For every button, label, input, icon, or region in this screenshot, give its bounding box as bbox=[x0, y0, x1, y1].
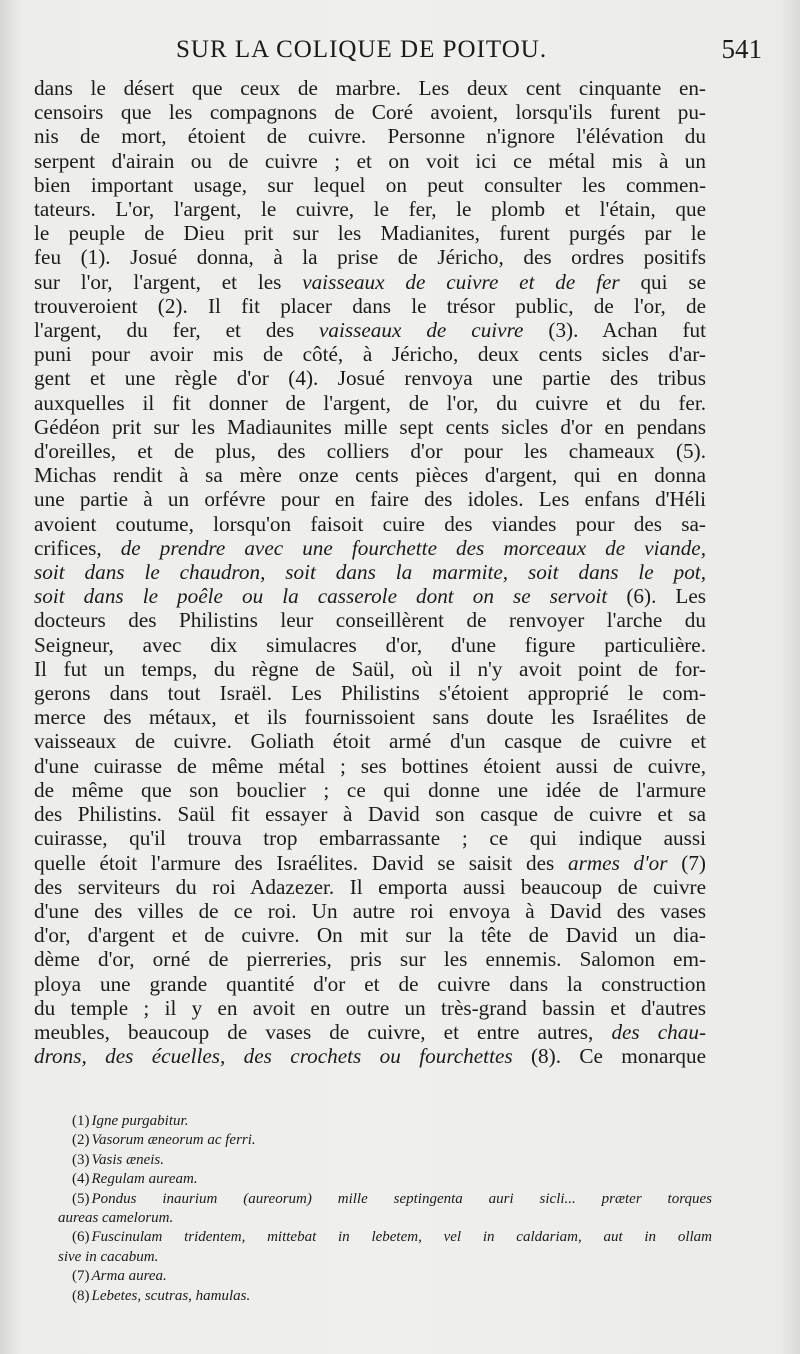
footnote bbox=[72, 1228, 712, 1247]
text-run: (7) bbox=[667, 850, 706, 875]
text-line bbox=[34, 608, 706, 632]
text-line bbox=[34, 463, 706, 487]
italic-text: vaisseaux de cuivre et de fer bbox=[302, 269, 620, 294]
text-line bbox=[34, 439, 706, 463]
footnote bbox=[72, 1151, 712, 1170]
text-run: docteurs des Philistins leur conseillèrent de renvoyer l'arche du bbox=[34, 608, 706, 633]
text-run: Il fut un temps, du règne de Saül, où il n'y avoit point de for- bbox=[34, 656, 706, 681]
footnote-text: Fuscinulam tridentem, mittebat in lebetem, vel in caldariam, aut in ollam bbox=[91, 1229, 712, 1246]
text-line bbox=[34, 754, 706, 778]
text-line bbox=[34, 633, 706, 657]
text-run: feu (1). Josué donna, à la prise de Jéricho, des ordres positifs bbox=[34, 245, 706, 270]
text-line bbox=[34, 560, 706, 584]
text-run: merce des métaux, et ils fournissoient sans doute les Israélites de bbox=[34, 705, 706, 730]
text-line bbox=[34, 1044, 706, 1068]
text-line bbox=[34, 149, 706, 173]
footnote-number: (7) bbox=[72, 1268, 90, 1285]
text-line bbox=[34, 294, 706, 318]
text-run: des serviteurs du roi Adazezer. Il emporta aussi beaucoup de cuivre bbox=[34, 874, 706, 899]
italic-text: des chau- bbox=[611, 1019, 706, 1044]
text-run: avoient coutume, lorsqu'on faisoit cuire des viandes pour des sa- bbox=[34, 511, 706, 536]
text-run: (8). Ce monarque bbox=[512, 1044, 707, 1069]
text-line bbox=[34, 729, 706, 753]
text-line bbox=[34, 996, 706, 1020]
footnote-number: (6) bbox=[72, 1229, 90, 1246]
footnote bbox=[72, 1287, 712, 1306]
text-run: le peuple de Dieu prit sur les Madianites, furent purgés par le bbox=[34, 221, 706, 246]
text-line bbox=[34, 584, 706, 608]
text-run: gent et une règle d'or (4). Josué renvoya une partie des tribus bbox=[34, 366, 706, 391]
text-line bbox=[34, 512, 706, 536]
text-run: ploya une grande quantité d'or et de cuivre dans la construction bbox=[34, 971, 706, 996]
text-line bbox=[34, 76, 706, 100]
footnote-continuation bbox=[58, 1248, 712, 1267]
text-run: nis de mort, étoient de cuivre. Personne n'ignore l'élévation du bbox=[34, 124, 706, 149]
italic-text: soit dans le chaudron, soit dans la marmite, soit dans le pot, bbox=[34, 560, 706, 585]
text-run: l'argent, du fer, et des bbox=[34, 318, 320, 343]
footnote-text: Vasorum æneorum ac ferri. bbox=[91, 1132, 256, 1149]
italic-text: armes d'or bbox=[568, 850, 668, 875]
text-run: gerons dans tout Israël. Les Philistins s'étoient approprié le com- bbox=[34, 681, 706, 706]
text-run: (3). Achan fut bbox=[523, 318, 706, 343]
text-line bbox=[34, 221, 706, 245]
footnote-text: Pondus inaurium (aureorum) mille septingenta auri sicli... præter torques bbox=[91, 1190, 712, 1207]
italic-text: drons, des écuelles, des crochets ou fourchettes bbox=[34, 1044, 513, 1069]
text-line bbox=[34, 415, 706, 439]
text-line bbox=[34, 173, 706, 197]
footnote-number: (2) bbox=[72, 1132, 90, 1149]
text-line bbox=[34, 245, 706, 269]
page-number: 541 bbox=[721, 34, 762, 64]
footnote bbox=[72, 1131, 712, 1150]
footnote bbox=[72, 1267, 712, 1286]
text-run: du temple ; il y en avoit en outre un très-grand bassin et d'autres bbox=[34, 995, 706, 1020]
text-line bbox=[34, 681, 706, 705]
footnote-text: Regulam auream. bbox=[91, 1171, 198, 1188]
footnote bbox=[72, 1170, 712, 1189]
text-run: cuirasse, qu'il trouva trop embarrassante ; ce qui indique aussi bbox=[34, 826, 706, 851]
text-line bbox=[34, 1020, 706, 1044]
body-text bbox=[34, 76, 706, 1068]
text-line bbox=[34, 923, 706, 947]
text-line bbox=[34, 851, 706, 875]
text-run: dans le désert que ceux de marbre. Les deux cent cinquante en- bbox=[34, 76, 706, 100]
text-line bbox=[34, 270, 706, 294]
text-run: trouveroient (2). Il fit placer dans le trésor public, de l'or, de bbox=[34, 293, 706, 318]
text-line bbox=[34, 197, 706, 221]
footnote bbox=[72, 1112, 712, 1131]
footnote-continuation bbox=[58, 1209, 712, 1228]
footnote-text: Lebetes, scutras, hamulas. bbox=[91, 1287, 251, 1304]
text-line bbox=[34, 657, 706, 681]
text-run: Seigneur, avec dix simulacres d'or, d'une figure particulière. bbox=[34, 632, 706, 657]
text-run: Michas rendit à sa mère onze cents pièces d'argent, qui en donna bbox=[34, 463, 706, 488]
text-run: d'or, d'argent et de cuivre. On mit sur la tête de David un dia- bbox=[34, 923, 706, 948]
text-run: des Philistins. Saül fit essayer à David son casque de cuivre et sa bbox=[34, 802, 706, 827]
text-line bbox=[34, 778, 706, 802]
text-line bbox=[34, 536, 706, 560]
text-run: qui se bbox=[619, 269, 707, 294]
text-line bbox=[34, 391, 706, 415]
footnote-number: (4) bbox=[72, 1171, 90, 1188]
footnote-text: aureas camelorum. bbox=[58, 1210, 174, 1227]
text-line bbox=[34, 875, 706, 899]
text-line bbox=[34, 947, 706, 971]
text-run: censoirs que les compagnons de Coré avoient, lorsqu'ils furent pu- bbox=[34, 100, 706, 125]
text-run: serpent d'airain ou de cuivre ; et on voit ici ce métal mis à un bbox=[34, 148, 706, 173]
footnote-number: (8) bbox=[72, 1287, 90, 1304]
text-run: (6). Les bbox=[607, 584, 707, 609]
text-run: crifices, bbox=[34, 535, 121, 560]
text-run: de même que son bouclier ; ce qui donne une idée de l'armure bbox=[34, 777, 706, 802]
footnote-text: Vasis æneis. bbox=[91, 1151, 165, 1168]
text-run: vaisseaux de cuivre. Goliath étoit armé d'un casque de cuivre et bbox=[34, 729, 706, 754]
text-run: tateurs. L'or, l'argent, le cuivre, le fer, le plomb et l'étain, que bbox=[34, 197, 706, 222]
text-run: sur l'or, l'argent, et les bbox=[34, 269, 303, 294]
text-line bbox=[34, 802, 706, 826]
text-line bbox=[34, 826, 706, 850]
text-line bbox=[34, 487, 706, 511]
text-run: Gédéon prit sur les Madiaunites mille sept cents sicles d'or en pendans bbox=[34, 414, 706, 439]
text-run: auxquelles il fit donner de l'argent, de l'or, du cuivre et du fer. bbox=[34, 390, 706, 415]
footnote-number: (1) bbox=[72, 1113, 90, 1129]
italic-text: soit dans le poêle ou la casserole dont on se servoit bbox=[34, 584, 608, 609]
footnote-number: (3) bbox=[72, 1151, 90, 1168]
text-line bbox=[34, 366, 706, 390]
text-run: dème d'or, orné de pierreries, pris sur les ennemis. Salomon em- bbox=[34, 947, 706, 972]
footnote-number: (5) bbox=[72, 1190, 90, 1207]
text-run: quelle étoit l'armure des Israélites. David se saisit des bbox=[34, 850, 569, 875]
text-line bbox=[34, 100, 706, 124]
text-run: d'oreilles, et de plus, des colliers d'or pour les chameaux (5). bbox=[34, 439, 706, 464]
text-run: une partie à un orfévre pour en faire des idoles. Les enfans d'Héli bbox=[34, 487, 706, 512]
footnote bbox=[72, 1190, 712, 1209]
text-run: meubles, beaucoup de vases de cuivre, et entre autres, bbox=[34, 1019, 612, 1044]
text-line bbox=[34, 972, 706, 996]
text-line bbox=[34, 705, 706, 729]
text-run: bien important usage, sur lequel on peut consulter les commen- bbox=[34, 172, 706, 197]
text-line bbox=[34, 899, 706, 923]
italic-text: de prendre avec une fourchette des morceaux de viande, bbox=[120, 535, 706, 560]
text-line bbox=[34, 318, 706, 342]
running-title: SUR LA COLIQUE DE POITOU. bbox=[176, 36, 548, 63]
footnote-text: Igne purgabitur. bbox=[91, 1113, 189, 1129]
footnote-text: Arma aurea. bbox=[91, 1268, 167, 1285]
text-run: d'une cuirasse de même métal ; ses bottines étoient aussi de cuivre, bbox=[34, 753, 706, 778]
text-line bbox=[34, 124, 706, 148]
italic-text: vaisseaux de cuivre bbox=[319, 318, 524, 343]
text-run: puni pour avoir mis de côté, à Jéricho, deux cents sicles d'ar- bbox=[34, 342, 706, 367]
page-header bbox=[36, 30, 770, 70]
footnote-text: sive in cacabum. bbox=[58, 1248, 159, 1265]
text-line bbox=[34, 342, 706, 366]
text-run: d'une des villes de ce roi. Un autre roi envoya à David des vases bbox=[34, 898, 706, 923]
footnotes bbox=[58, 1112, 712, 1306]
